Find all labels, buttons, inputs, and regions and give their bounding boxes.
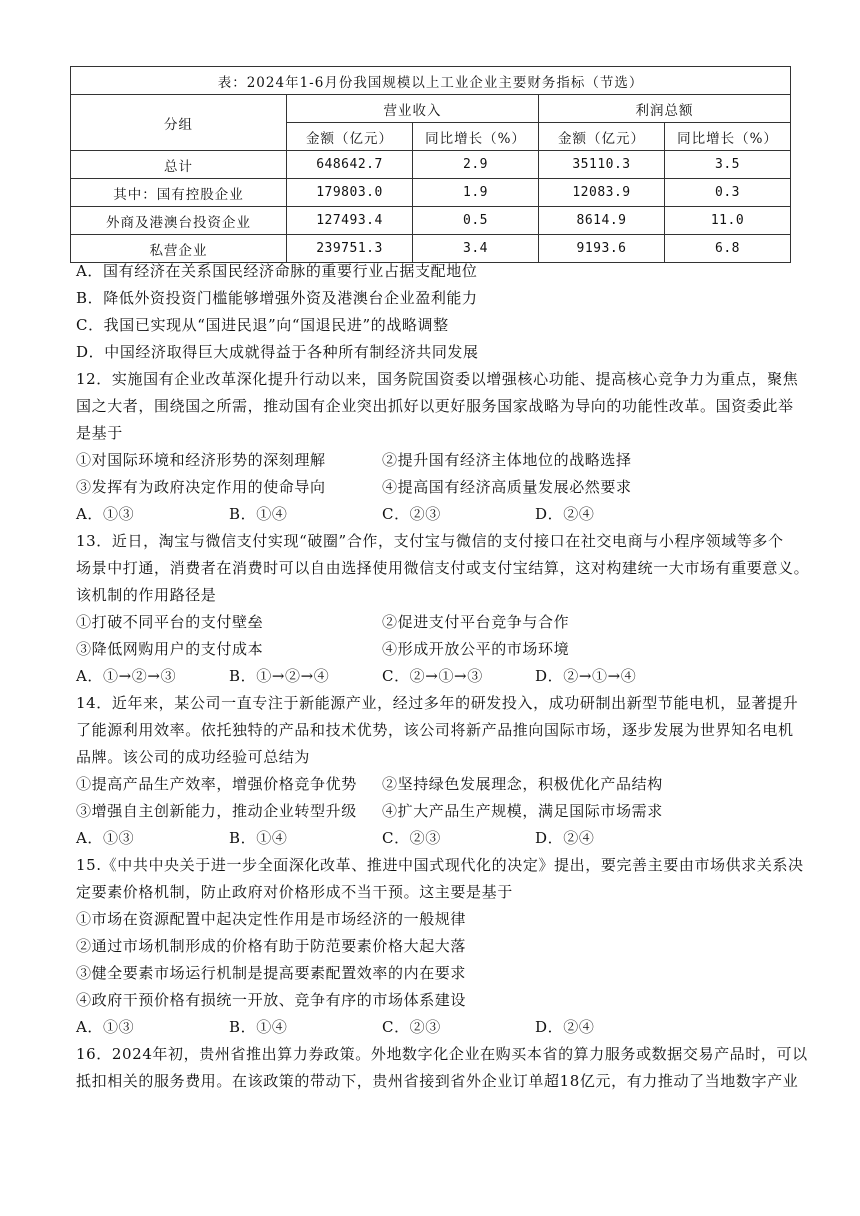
- question-stem: 该机制的作用路径是: [76, 586, 217, 604]
- statement: ④政府干预价格有损统一开放、竞争有序的市场体系建设: [76, 991, 467, 1009]
- choice-b: B．①④: [229, 505, 288, 523]
- profit-amount-cell: 35110.3: [539, 151, 665, 179]
- choice-a: A．①→②→③: [76, 667, 177, 685]
- question-stem: 14．近年来，某公司一直专注于新能源产业，经过多年的研发投入，成功研制出新型节能电机，显著提升: [76, 694, 799, 712]
- choice-a: A．①③: [76, 829, 135, 847]
- question-stem: 15.《中共中央关于进一步全面深化改革、推进中国式现代化的决定》提出，要完善主要由市场供求关系决: [76, 856, 804, 874]
- question-stem: 16．2024年初，贵州省推出算力券政策。外地数字化企业在购买本省的算力服务或数据交易产品时，可以: [76, 1045, 808, 1063]
- question-stem: 是基于: [76, 424, 123, 442]
- profit-amount-cell: 12083.9: [539, 179, 665, 207]
- profit-amount-cell: 9193.6: [539, 235, 665, 263]
- question-stem: 13．近日，淘宝与微信支付实现“破圈”合作，支付宝与微信的支付接口在社交电商与小程序领域等多个: [76, 532, 784, 550]
- choices-row: [76, 663, 796, 690]
- table-row: [71, 179, 791, 207]
- question-content: [76, 258, 810, 1095]
- sub-header: 同比增长（%）: [413, 123, 539, 151]
- profit-growth-cell: 11.0: [665, 207, 791, 235]
- choice-d: D．②④: [535, 829, 595, 847]
- statement-row: [76, 474, 796, 501]
- statement: ③健全要素市场运行机制是提高要素配置效率的内在要求: [76, 964, 467, 982]
- question-stem: 品牌。该公司的成功经验可总结为: [76, 748, 311, 766]
- question-16: [76, 1041, 808, 1095]
- profit-growth-cell: 6.8: [665, 235, 791, 263]
- revenue-growth-cell: 3.4: [413, 235, 539, 263]
- choice-c: C．②→①→③: [382, 667, 483, 685]
- choice-d: D．②→①→④: [535, 667, 637, 685]
- choice-c: C．②③: [382, 505, 441, 523]
- statement: ②通过市场机制形成的价格有助于防范要素价格大起大落: [76, 937, 467, 955]
- revenue-growth-cell: 2.9: [413, 151, 539, 179]
- group-cell: 外商及港澳台投资企业: [71, 207, 287, 235]
- group-cell: 其中：国有控股企业: [71, 179, 287, 207]
- question-stem: 抵扣相关的服务费用。在该政策的带动下，贵州省接到省外企业订单超18亿元，有力推动了当地数字产业: [76, 1072, 799, 1090]
- choice-a: A．①③: [76, 1018, 135, 1036]
- question-stem: 国之大者，围绕国之所需，推动国有企业突出抓好以更好服务国家战略为导向的功能性改革。国资委此举: [76, 397, 794, 415]
- profit-growth-cell: 3.5: [665, 151, 791, 179]
- choice-d: D．②④: [535, 1018, 595, 1036]
- group-cell: 私营企业: [71, 235, 287, 263]
- profit-amount-cell: 8614.9: [539, 207, 665, 235]
- question-stem: 场景中打通，消费者在消费时可以自由选择使用微信支付或支付宝结算，这对构建统一大市场有重要意义。: [76, 559, 810, 577]
- profit-growth-cell: 0.3: [665, 179, 791, 207]
- choice-c: C．②③: [382, 829, 441, 847]
- option-d: D．中国经济取得巨大成就得益于各种所有制经济共同发展: [76, 343, 479, 361]
- statement-row: [76, 636, 796, 663]
- question-stem: 定要素价格机制，防止政府对价格形成不当干预。这主要是基于: [76, 883, 513, 901]
- sub-header: 金额（亿元）: [287, 123, 413, 151]
- group-cell: 总计: [71, 151, 287, 179]
- revenue-amount-cell: 648642.7: [287, 151, 413, 179]
- statement: ②坚持绿色发展理念，积极优化产品结构: [382, 775, 663, 793]
- revenue-growth-cell: 1.9: [413, 179, 539, 207]
- sub-header: 同比增长（%）: [665, 123, 791, 151]
- question-13: [76, 528, 810, 690]
- question-15: [76, 852, 804, 1041]
- choice-b: B．①④: [229, 1018, 288, 1036]
- choice-a: A．①③: [76, 505, 135, 523]
- choices-row: [76, 501, 796, 528]
- statement-row: [76, 447, 796, 474]
- profit-header: 利润总额: [539, 95, 791, 123]
- statement: ①打破不同平台的支付壁垒: [76, 613, 264, 631]
- statement-row: [76, 609, 796, 636]
- financial-indicators-table: [70, 66, 791, 263]
- revenue-growth-cell: 0.5: [413, 207, 539, 235]
- table-row: [71, 151, 791, 179]
- choices-row: [76, 825, 796, 852]
- statement: ④形成开放公平的市场环境: [382, 640, 570, 658]
- statement: ④提高国有经济高质量发展必然要求: [382, 478, 632, 496]
- table-row: [71, 207, 791, 235]
- revenue-amount-cell: 239751.3: [287, 235, 413, 263]
- option-c: C．我国已实现从“国进民退”向“国退民进”的战略调整: [76, 316, 449, 334]
- question-12: [76, 366, 799, 528]
- statement: ③降低网购用户的支付成本: [76, 640, 264, 658]
- statement: ②提升国有经济主体地位的战略选择: [382, 451, 632, 469]
- q11-options: [76, 258, 796, 366]
- choice-c: C．②③: [382, 1018, 441, 1036]
- statement: ④扩大产品生产规模，满足国际市场需求: [382, 802, 663, 820]
- question-stem: 了能源利用效率。依托独特的产品和技术优势，该公司将新产品推向国际市场，逐步发展为世界知名电机: [76, 721, 794, 739]
- statement: ②促进支付平台竞争与合作: [382, 613, 570, 631]
- statement: ①提高产品生产效率，增强价格竞争优势: [76, 775, 357, 793]
- statement: ①市场在资源配置中起决定性作用是市场经济的一般规律: [76, 910, 467, 928]
- statement: ①对国际环境和经济形势的深刻理解: [76, 451, 326, 469]
- option-b: B．降低外资投资门槛能够增强外资及港澳台企业盈利能力: [76, 289, 478, 307]
- choice-b: B．①④: [229, 829, 288, 847]
- choice-d: D．②④: [535, 505, 595, 523]
- revenue-amount-cell: 179803.0: [287, 179, 413, 207]
- statement-row: [76, 771, 796, 798]
- revenue-header: 营业收入: [287, 95, 539, 123]
- question-stem: 12．实施国有企业改革深化提升行动以来，国务院国资委以增强核心功能、提高核心竞争力为重点，聚焦: [76, 370, 799, 388]
- choices-row: [76, 1014, 796, 1041]
- group-header: 分组: [71, 95, 287, 151]
- statement-row: [76, 798, 796, 825]
- statement: ③增强自主创新能力，推动企业转型升级: [76, 802, 357, 820]
- question-14: [76, 690, 799, 852]
- revenue-amount-cell: 127493.4: [287, 207, 413, 235]
- sub-header: 金额（亿元）: [539, 123, 665, 151]
- option-a: A．国有经济在关系国民经济命脉的重要行业占据支配地位: [76, 262, 478, 280]
- table-title: 表：2024年1-6月份我国规模以上工业企业主要财务指标（节选）: [71, 67, 791, 95]
- statement: ③发挥有为政府决定作用的使命导向: [76, 478, 326, 496]
- choice-b: B．①→②→④: [229, 667, 330, 685]
